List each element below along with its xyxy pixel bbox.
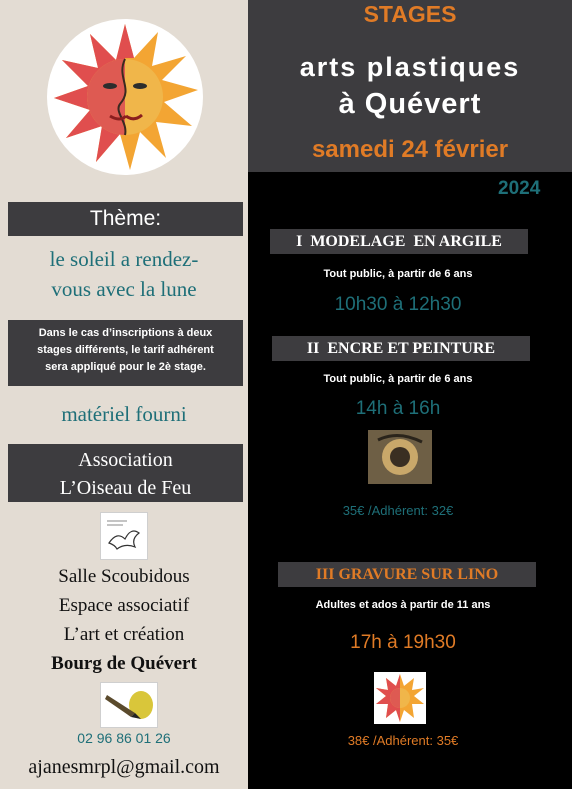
theme-text (0, 244, 248, 304)
workshop-2-audience: Tout public, à partir de 6 ans (323, 373, 473, 385)
notice-line-1: Dans le cas d’inscriptions à deux (38, 327, 213, 339)
discipline-heading: arts plastiques (299, 52, 521, 82)
notice-line-2: stages différents, le tarif adhérent (37, 344, 214, 356)
workshop-2-title-box (272, 336, 530, 361)
year-label: 2024 (498, 178, 541, 199)
workshop-2-title: II ENCRE ET PEINTURE (306, 340, 496, 357)
workshop-1-audience: Tout public, à partir de 6 ans (323, 268, 473, 280)
right-column (248, 0, 572, 789)
theme-label-box (8, 202, 243, 236)
sun-lino-image (374, 672, 426, 724)
workshop-3-time: 17h à 19h30 (350, 632, 456, 653)
venue-line-bold: Bourg de Quévert (51, 653, 197, 674)
oiseau-de-feu-logo (100, 512, 148, 560)
workshop-2-price: 35€ /Adhérent: 32€ (342, 503, 454, 518)
place-heading: à Quévert (338, 88, 482, 120)
venue-block (0, 562, 248, 678)
association-line-2: L’Oiseau de Feu (59, 477, 192, 499)
date-heading: samedi 24 février (311, 136, 509, 163)
tarif-notice (8, 320, 243, 386)
workshop-1-title: I MODELAGE EN ARGILE (296, 233, 502, 250)
workshop-1-time: 10h30 à 12h30 (334, 294, 462, 315)
stages-heading: STAGES (363, 1, 457, 27)
workshop-3-price: 38€ /Adhérent: 35€ (347, 733, 459, 748)
theme-line-1: le soleil a rendez- (49, 247, 199, 271)
venue-line-3: L’art et création (63, 624, 185, 645)
venue-line-2: Espace associatif (58, 595, 190, 616)
venue-line-1: Salle Scoubidous (58, 566, 190, 587)
association-box (8, 444, 243, 502)
ink-painting-image (368, 430, 432, 484)
email-address[interactable]: ajanesmrpl@gmail.com (28, 756, 220, 778)
phone-number: 02 96 86 01 26 (77, 730, 171, 746)
brush-pen-image (100, 682, 158, 728)
material-text: matériel fourni (61, 402, 187, 426)
workshop-3-title-box (278, 562, 536, 587)
theme-label: Thème: (89, 207, 162, 230)
workshop-3-title: III GRAVURE SUR LINO (315, 566, 499, 583)
sun-moon-logo (46, 18, 204, 176)
left-column (0, 0, 248, 789)
theme-line-2: vous avec la lune (51, 277, 197, 301)
workshop-2-time: 14h à 16h (355, 398, 441, 419)
notice-line-3: sera appliqué pour le 2è stage. (45, 361, 206, 373)
association-line-1: Association (78, 449, 173, 471)
workshop-1-title-box (270, 229, 528, 254)
workshop-3-audience: Adultes et ados à partir de 11 ans (315, 599, 491, 611)
